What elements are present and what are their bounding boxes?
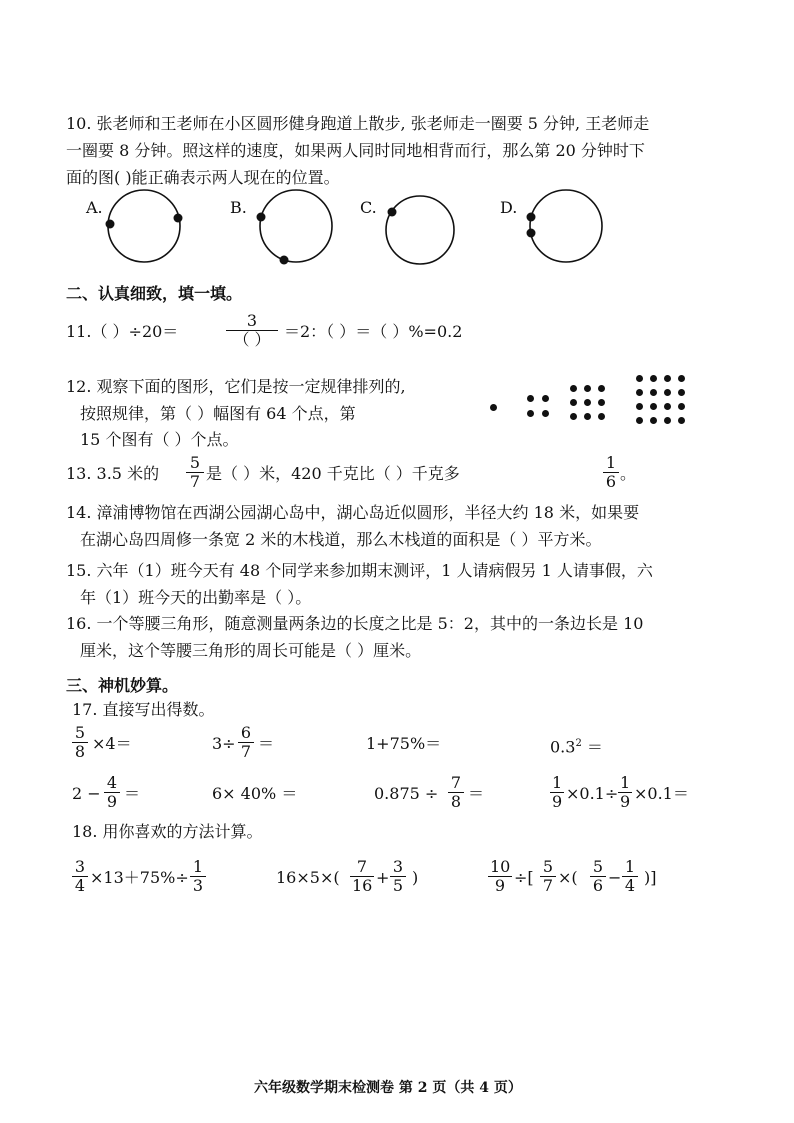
q17-r2c1-fraction: $\frac{4}{9}$ <box>104 774 120 811</box>
q17-r2c1-head: 2 − <box>72 784 101 803</box>
q10-option-c-label: C. <box>360 198 377 217</box>
q12-figure-4 <box>636 375 685 424</box>
q13-part-a: 13. 3.5 米的 <box>66 464 160 483</box>
q13-fraction-5-7: $\frac{5}{7}$ <box>186 454 204 491</box>
q10-line3: 面的图( )能正确表示两人现在的位置。 <box>66 168 340 187</box>
q17-r1c2-fraction: $\frac{6}{7}$ <box>238 724 254 761</box>
q10-option-a-figure <box>100 186 190 266</box>
q12-line3: 15 个图有（ ）个点。 <box>80 430 239 449</box>
q10-option-a-label: A. <box>86 198 103 217</box>
q12-figure-2 <box>527 395 549 417</box>
q10-line1: 10. 张老师和王老师在小区圆形健身跑道上散步, 张老师走一圈要 5 分钟, 王老师走 <box>66 114 650 133</box>
q15-line2: 年（1）班今天的出勤率是（ ）。 <box>80 588 312 607</box>
q17-r1c2-head: 3÷ <box>212 734 236 753</box>
q17-r2c3-tail: ＝ <box>468 784 485 803</box>
q17-r2c4-middle: ×0.1÷ <box>566 784 619 803</box>
q18-e1-middle: ×13＋75%÷ <box>90 868 189 887</box>
q10-option-b-label: B. <box>230 198 247 217</box>
q14-line1: 14. 漳浦博物馆在西湖公园湖心岛中，湖心岛近似圆形，半径大约 18 米，如果要 <box>66 503 640 522</box>
q17-r1c4: $0.3^2$ ＝ <box>550 737 603 757</box>
q17-r1c1-tail: ×4＝ <box>92 734 132 753</box>
q18-e3-times: ×( <box>558 868 578 887</box>
q18-e3-div: ÷[ <box>514 868 534 887</box>
q18-e3-tail: )] <box>644 868 657 887</box>
q16-line1: 16. 一个等腰三角形，随意测量两条边的长度之比是 5：2，其中的一条边长是 10 <box>66 614 644 633</box>
q10-option-b-figure <box>252 186 342 266</box>
q12-line2: 按照规律，第（ ）幅图有 64 个点，第 <box>80 404 356 423</box>
q18-e1-fraction-1: $\frac{3}{4}$ <box>72 858 88 895</box>
q15-line1: 15. 六年（1）班今天有 48 个同学来参加期末测评，1 人请病假另 1 人请事假，六 <box>66 561 653 580</box>
q11-fraction: 3 （ ） <box>226 312 278 349</box>
q17-r2c2: 6× 40% ＝ <box>212 784 298 803</box>
q18-e1-fraction-2: $\frac{1}{3}$ <box>190 858 206 895</box>
q18-e3-fraction-1: $\frac{10}{9}$ <box>490 857 511 895</box>
q17-r2c3-head: 0.875 ÷ <box>374 784 439 803</box>
q16-line2: 厘米，这个等腰三角形的周长可能是（ ）厘米。 <box>80 641 422 660</box>
q11-part2: ＝2：（ ）＝（ ）%=0.2 <box>284 322 463 341</box>
q17-r2c4-tail: ×0.1＝ <box>634 784 689 803</box>
q17-r1c2-tail: ＝ <box>258 734 275 753</box>
q14-line2: 在湖心岛四周修一条宽 2 米的木栈道，那么木栈道的面积是（ ）平方米。 <box>80 530 602 549</box>
q12-line1: 12. 观察下面的图形，它们是按一定规律排列的, <box>66 377 406 396</box>
q17-r2c4-fraction-1: $\frac{1}{9}$ <box>552 773 563 811</box>
q18-e2-head: 16×5×( <box>276 868 340 887</box>
q12-figure-3 <box>570 385 605 420</box>
q11-part1: 11.（ ）÷20＝ <box>66 322 179 341</box>
q18-e3-fraction-3: $\frac{5}{6}$ <box>590 858 606 895</box>
q18-e2-tail: ) <box>412 868 419 887</box>
q18-e2-fraction-2: $\frac{3}{5}$ <box>390 858 406 895</box>
q17-r1c3: 1+75%＝ <box>366 734 442 753</box>
q17-r2c3-fraction: $\frac{7}{8}$ <box>448 774 464 811</box>
page-footer: 六年级数学期末检测卷 第 2 页（共 4 页） <box>254 1080 522 1096</box>
q13-fraction-1-6: $\frac{1}{6}$ <box>603 454 619 491</box>
q18-e2-plus: + <box>376 868 390 887</box>
q17-title: 17. 直接写出得数。 <box>72 700 215 719</box>
q18-e2-fraction-1: $\frac{7}{16}$ <box>352 857 373 895</box>
q10-option-c-figure <box>378 190 468 270</box>
q18-title: 18. 用你喜欢的方法计算。 <box>72 822 263 841</box>
q12-figure-1 <box>490 404 497 411</box>
q18-e3-fraction-2: $\frac{5}{7}$ <box>540 858 556 895</box>
section3-heading: 三、神机妙算。 <box>66 676 179 695</box>
q13-part-c: 。 <box>620 464 637 483</box>
q17-r1c1-fraction: $\frac{5}{8}$ <box>72 724 88 761</box>
q18-e3-fraction-4: $\frac{1}{4}$ <box>622 858 638 895</box>
q10-option-d-figure <box>524 186 614 266</box>
q17-r2c4-fraction-2: $\frac{1}{9}$ <box>620 773 631 811</box>
q18-e3-minus: − <box>608 868 622 887</box>
q10-line2: 一圈要 8 分钟。照这样的速度，如果两人同时同地相背而行，那么第 20 分钟时下 <box>66 141 645 160</box>
q17-r2c1-tail: ＝ <box>124 784 141 803</box>
q10-option-d-label: D. <box>500 198 518 217</box>
section2-heading: 二、认真细致，填一填。 <box>66 284 243 303</box>
q13-part-b: 是（ ）米，420 千克比（ ）千克多 <box>206 464 460 483</box>
